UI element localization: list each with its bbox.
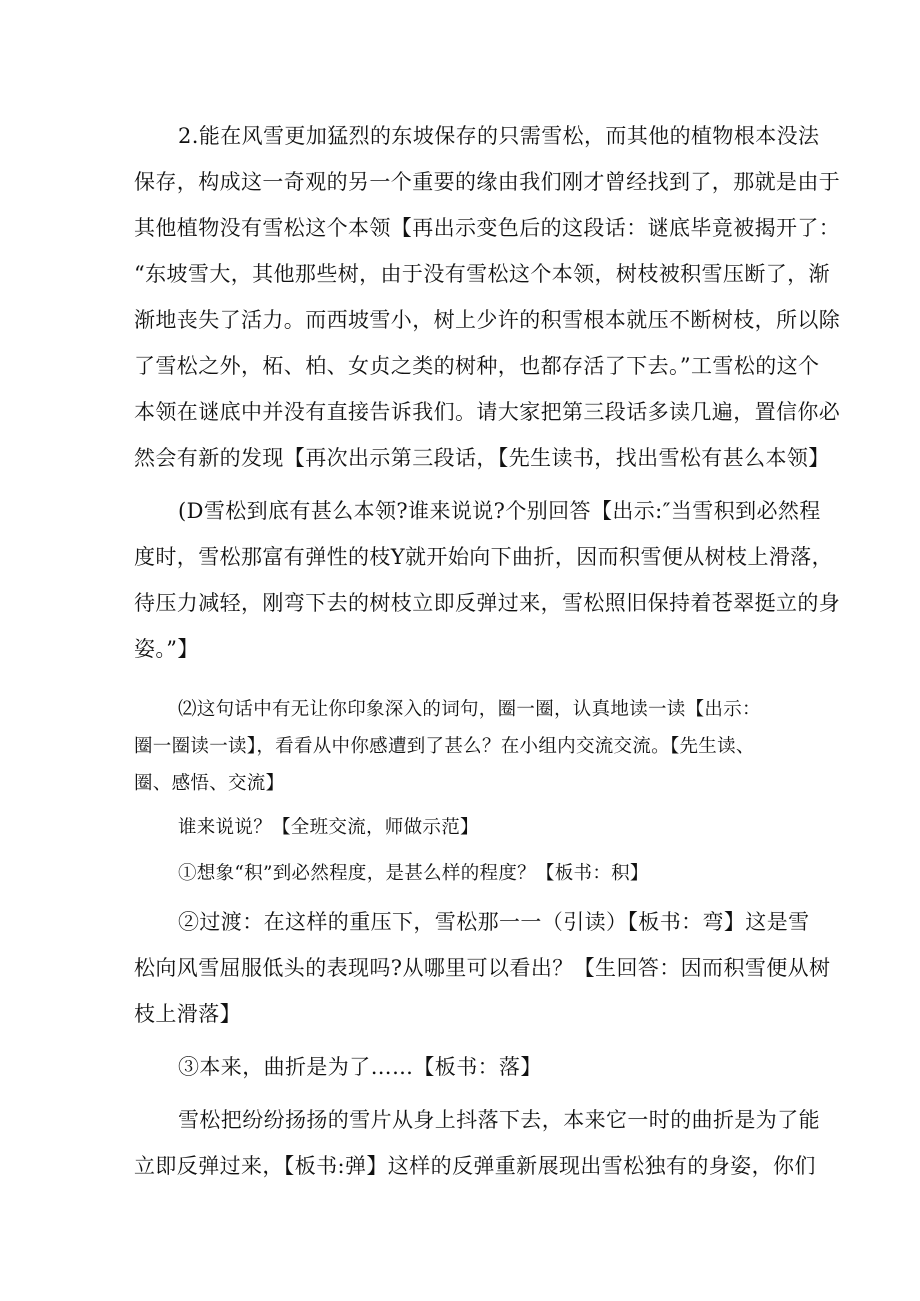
text-line: “东坡雪大，其他那些树，由于没有雪松这个本领，树枝被积雪压断了，渐 [134, 262, 830, 286]
text-line: (D雪松到底有甚么本领?谁来说说?个别回答【出示:″当雪积到必然程 [178, 499, 821, 523]
text-line: 渐地丧失了活力。而西坡雪小，树上少许的积雪根本就压不断树枝，所以除 [134, 308, 841, 332]
text-line: 本领在谜底中并没有直接告诉我们。请大家把第三段话多读几遍，置信你必 [134, 400, 841, 424]
text-line: 立即反弹过来，【板书:弹】这样的反弹重新展现出雪松独有的身姿，你们 [134, 1154, 816, 1178]
text-line: 度时，雪松那富有弹性的枝Y就开始向下曲折，因而积雪便从树枝上滑落， [134, 545, 834, 569]
text-line: 2.能在风雪更加猛烈的东坡保存的只需雪松，而其他的植物根本没法 [178, 124, 820, 148]
text-line: 枝上滑落】 [134, 1002, 241, 1026]
text-line: ③本来，曲折是为了……【板书：落】 [178, 1055, 542, 1079]
text-line: ②过渡：在这样的重压下，雪松那一一（引读）【板书：弯】这是雪 [178, 910, 810, 934]
text-line: 姿。”】 [134, 637, 199, 661]
text-line: 待压力减轻，刚弯下去的树枝立即反弹过来，雪松照旧保持着苍翠挺立的身 [134, 591, 841, 615]
text-line: 圈、感悟、交流】 [134, 773, 285, 794]
text-line: 保存，构成这一奇观的另一个重要的缘由我们刚才曾经找到了，那就是由于 [134, 170, 841, 194]
text-line: 谁来说说？【全班交流，师做示范】 [178, 817, 479, 838]
text-line: 了雪松之外，柘、柏、女贞之类的树种，也都存活了下去。”工雪松的这个 [134, 354, 820, 378]
text-line: 松向风雪屈服低头的表现吗?从哪里可以看出？【生回答：因而积雪便从树 [134, 956, 831, 980]
text-line: 雪松把纷纷扬扬的雪片从身上抖落下去，本来它一时的曲折是为了能 [178, 1108, 820, 1132]
text-line: 其他植物没有雪松这个本领【再出示变色后的这段话：谜底毕竟被揭开了： [134, 216, 841, 240]
text-line: ⑵这句话中有无让你印象深入的词句，圈一圈，认真地读一读【出示： [178, 699, 761, 720]
text-line: 然会有新的发现【再次出示第三段话，【先生读书，找出雪松有甚么本领】 [134, 446, 830, 470]
text-line: ①想象“积”到必然程度，是甚么样的程度？【板书：积】 [178, 863, 649, 884]
text-line: 圈一圈读一读】，看看从中你感遭到了甚么？在小组内交流交流。【先生读、 [134, 736, 755, 757]
